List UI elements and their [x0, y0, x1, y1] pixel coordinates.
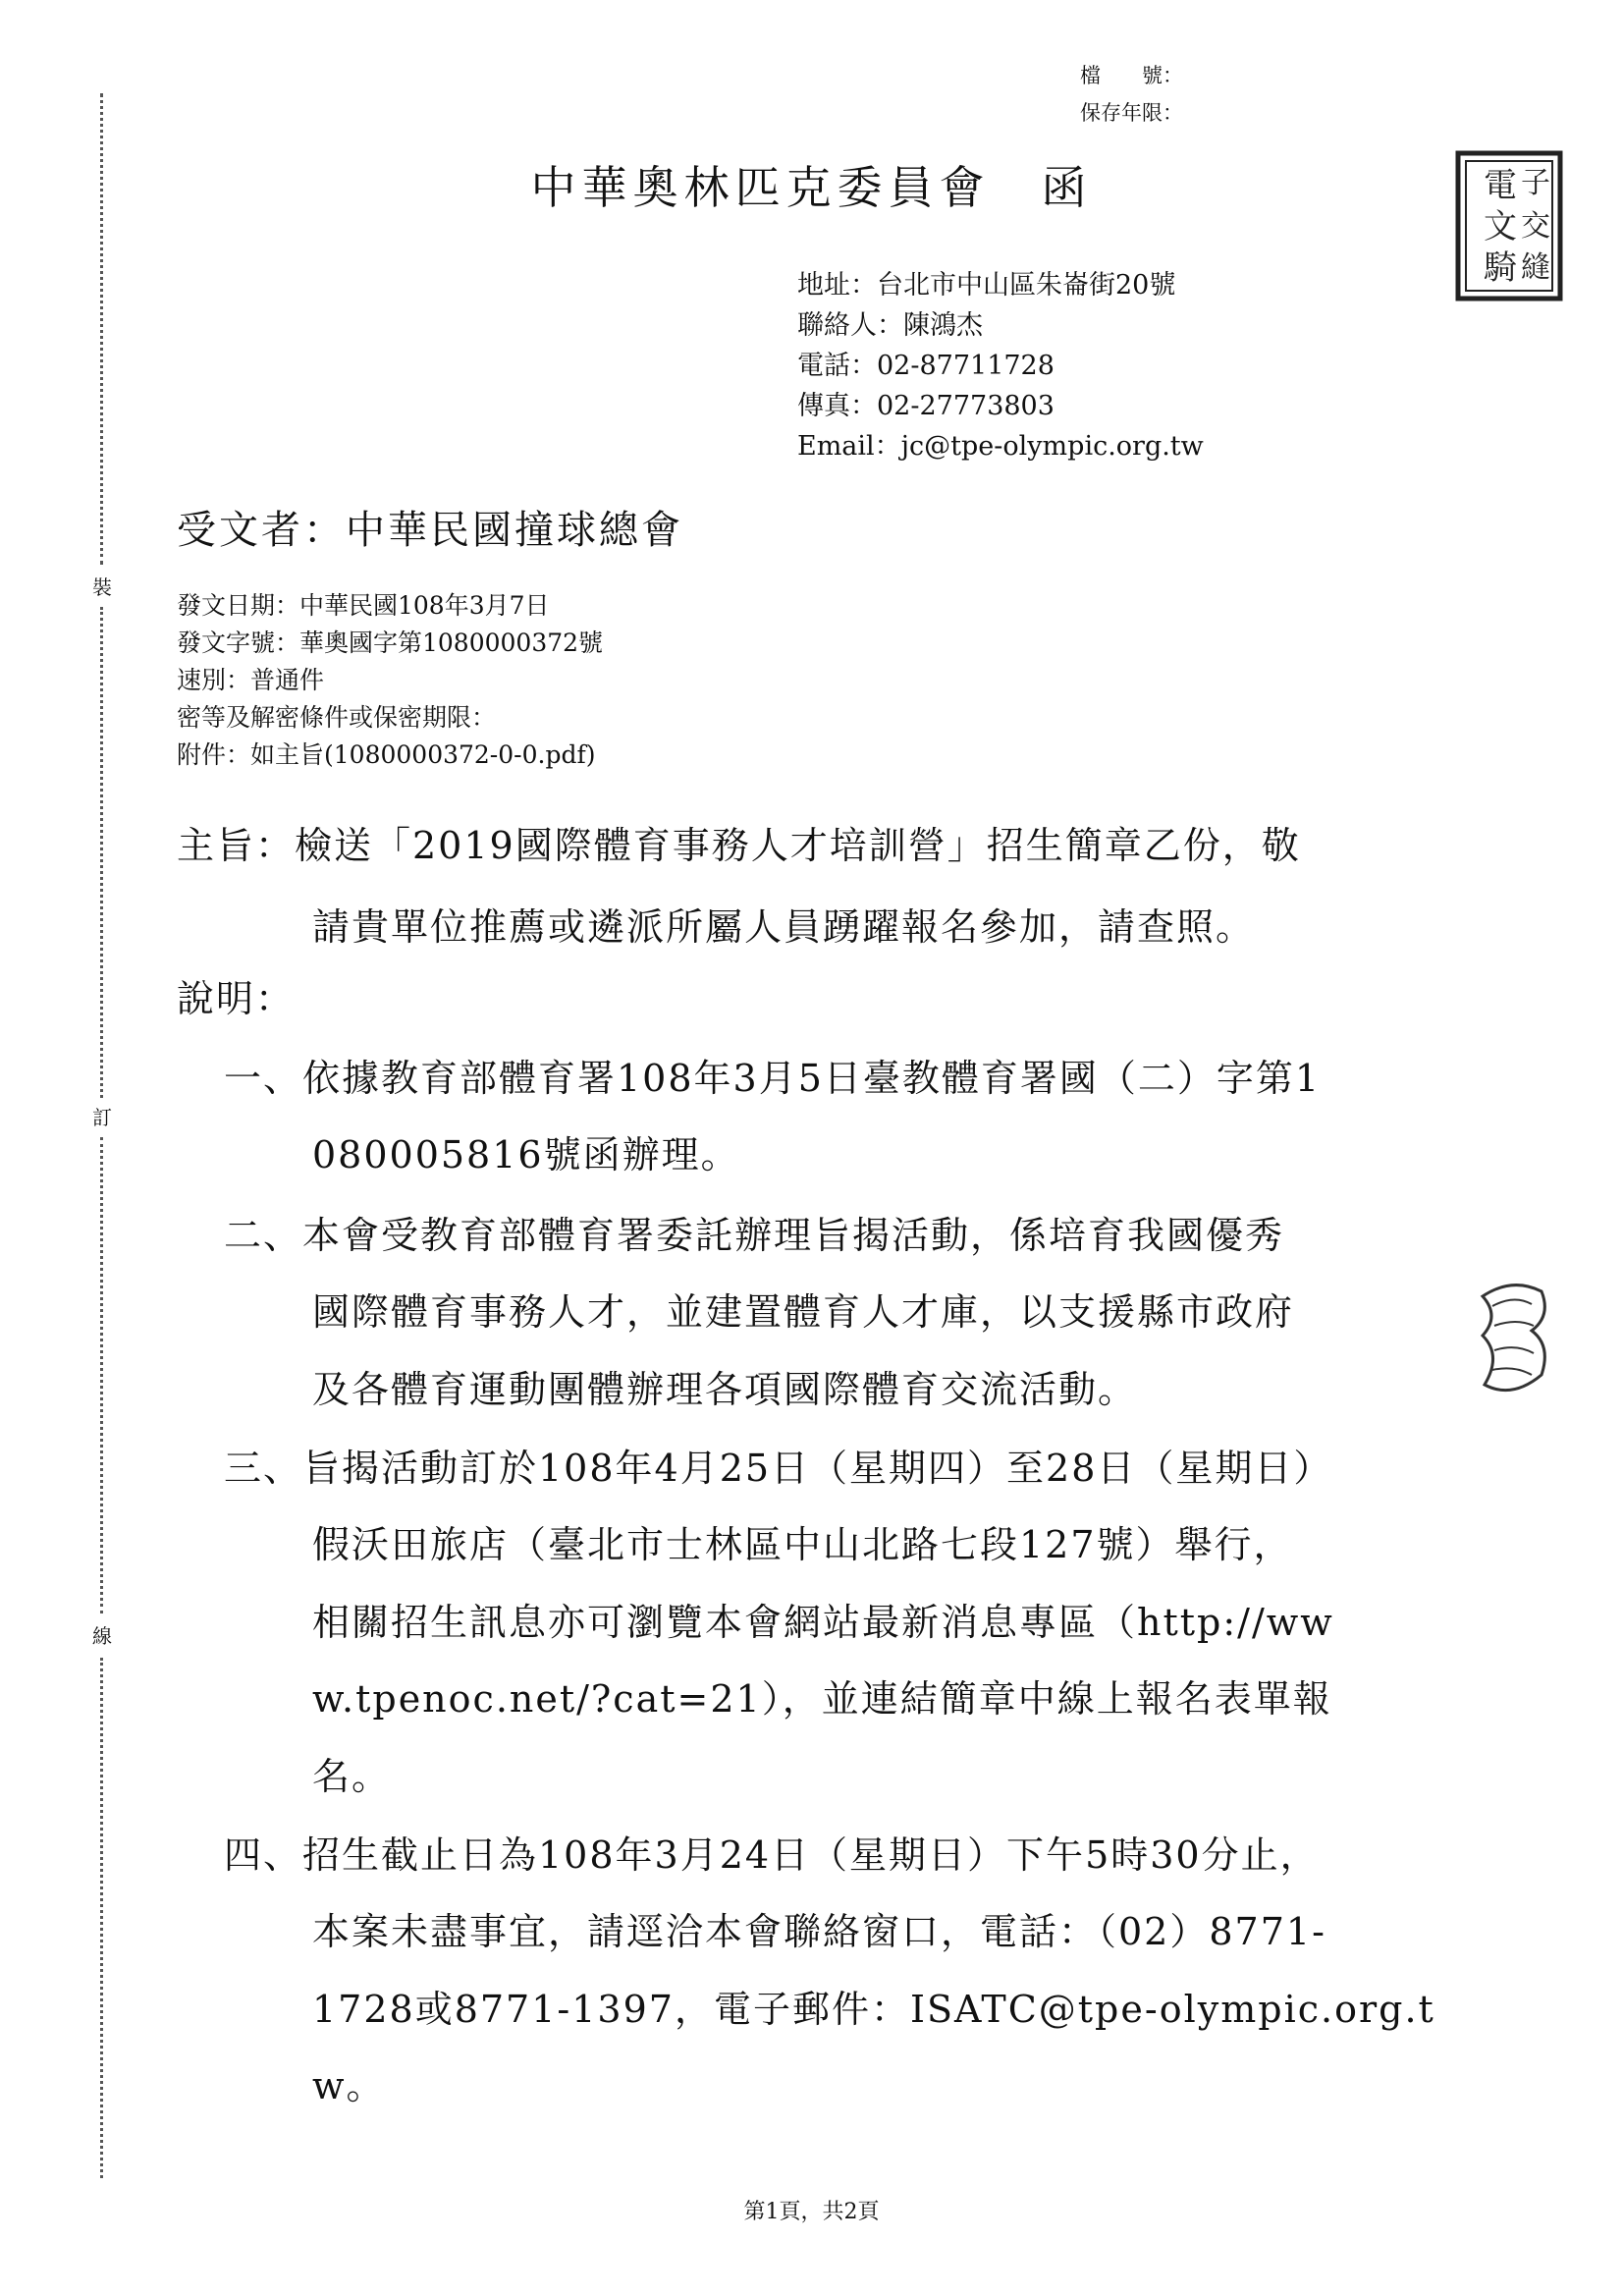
recipient: 受文者：中華民國撞球總會: [177, 508, 683, 553]
svg-text:交: 交: [1521, 209, 1550, 244]
title-doc-type: 函: [1041, 161, 1093, 214]
svg-text:電: 電: [1484, 166, 1517, 205]
explanation-item-4-line-2: 本案未盡事宜，請逕洽本會聯絡窗口，電話：（02）8771-: [312, 1910, 1326, 1953]
attachment: 附件：如主旨(1080000372-0-0.pdf): [177, 740, 596, 769]
secrecy-level: 密等及解密條件或保密期限：: [177, 703, 497, 732]
explanation-item-1-line-2: 080005816號函辦理。: [312, 1133, 740, 1176]
seal-fragment: [1473, 1277, 1551, 1404]
explanation-item-4-line-3: 1728或8771-1397，電子郵件：ISATC@tpe-olympic.org.t: [312, 1988, 1435, 2031]
svg-text:子: 子: [1521, 166, 1550, 200]
explanation-item-2-line-3: 及各體育運動團體辦理各項國際體育交流活動。: [312, 1368, 1138, 1411]
retention-period: 保存年限：: [1080, 101, 1183, 125]
subject-line-1: 主旨：檢送「2019國際體育事務人才培訓營」招生簡章乙份，敬: [177, 824, 1301, 867]
contact-fax: 傳真：02-27773803: [797, 391, 1055, 421]
page-footer: 第1頁，共2頁: [743, 2200, 880, 2224]
binding-mark-ding: 訂: [92, 1106, 112, 1129]
explanation-item-2-line-1: 二、本會受教育部體育署委託辦理旨揭活動，係培育我國優秀: [224, 1214, 1285, 1257]
explanation-item-3-line-3: 相關招生訊息亦可瀏覽本會網站最新消息專區（http://ww: [312, 1601, 1334, 1644]
document-info: [177, 587, 603, 774]
subject-line-2: 請貴單位推薦或遴派所屬人員踴躍報名參加，請查照。: [312, 905, 1256, 949]
binding-dotted-line: [100, 1137, 103, 1613]
title-organization: 中華奧林匹克委員會: [530, 161, 991, 214]
svg-text:縫: 縫: [1521, 250, 1550, 285]
contact-address: 地址：台北市中山區朱崙街20號: [797, 270, 1176, 301]
binding-dotted-line: [100, 1658, 103, 2178]
contact-phone: 電話：02-87711728: [797, 351, 1055, 381]
binding-mark-zhuang: 裝: [92, 575, 112, 599]
explanation-item-4-line-1: 四、招生截止日為108年3月24日（星期日）下午5時30分止，: [224, 1833, 1320, 1877]
contact-block: [797, 265, 1204, 466]
explanation-item-2-line-2: 國際體育事務人才，並建置體育人才庫，以支援縣市政府: [312, 1290, 1295, 1334]
file-number: 檔 號：: [1080, 64, 1183, 87]
explanation-item-3-line-1: 三、旨揭活動訂於108年4月25日（星期四）至28日（星期日）: [224, 1447, 1333, 1490]
issue-date: 發文日期：中華民國108年3月7日: [177, 591, 550, 620]
document-title: [0, 152, 1623, 217]
explanation-item-3-line-4: w.tpenoc.net/?cat=21），並連結簡章中線上報名表單報: [312, 1677, 1332, 1721]
delivery-speed: 速別：普通件: [177, 666, 325, 694]
explanation-item-4-line-4: w。: [312, 2064, 386, 2107]
svg-text:騎: 騎: [1484, 248, 1517, 288]
explanation-item-3-line-5: 名。: [312, 1755, 392, 1798]
explanation-item-3-line-2: 假沃田旅店（臺北市士林區中山北路七段127號）舉行，: [312, 1523, 1293, 1566]
binding-mark-xian: 線: [92, 1624, 112, 1648]
electronic-exchange-stamp: [1450, 147, 1568, 304]
document-number: 發文字號：華奧國字第1080000372號: [177, 629, 604, 657]
explanation-item-1-line-1: 一、依據教育部體育署108年3月5日臺教體育署國（二）字第1: [224, 1057, 1322, 1100]
explanation-heading: 說明：: [177, 977, 296, 1020]
svg-text:文: 文: [1484, 207, 1517, 246]
contact-email: Email：jc@tpe-olympic.org.tw: [797, 431, 1204, 462]
contact-person: 聯絡人：陳鴻杰: [797, 310, 983, 341]
binding-dotted-line: [100, 607, 103, 1098]
